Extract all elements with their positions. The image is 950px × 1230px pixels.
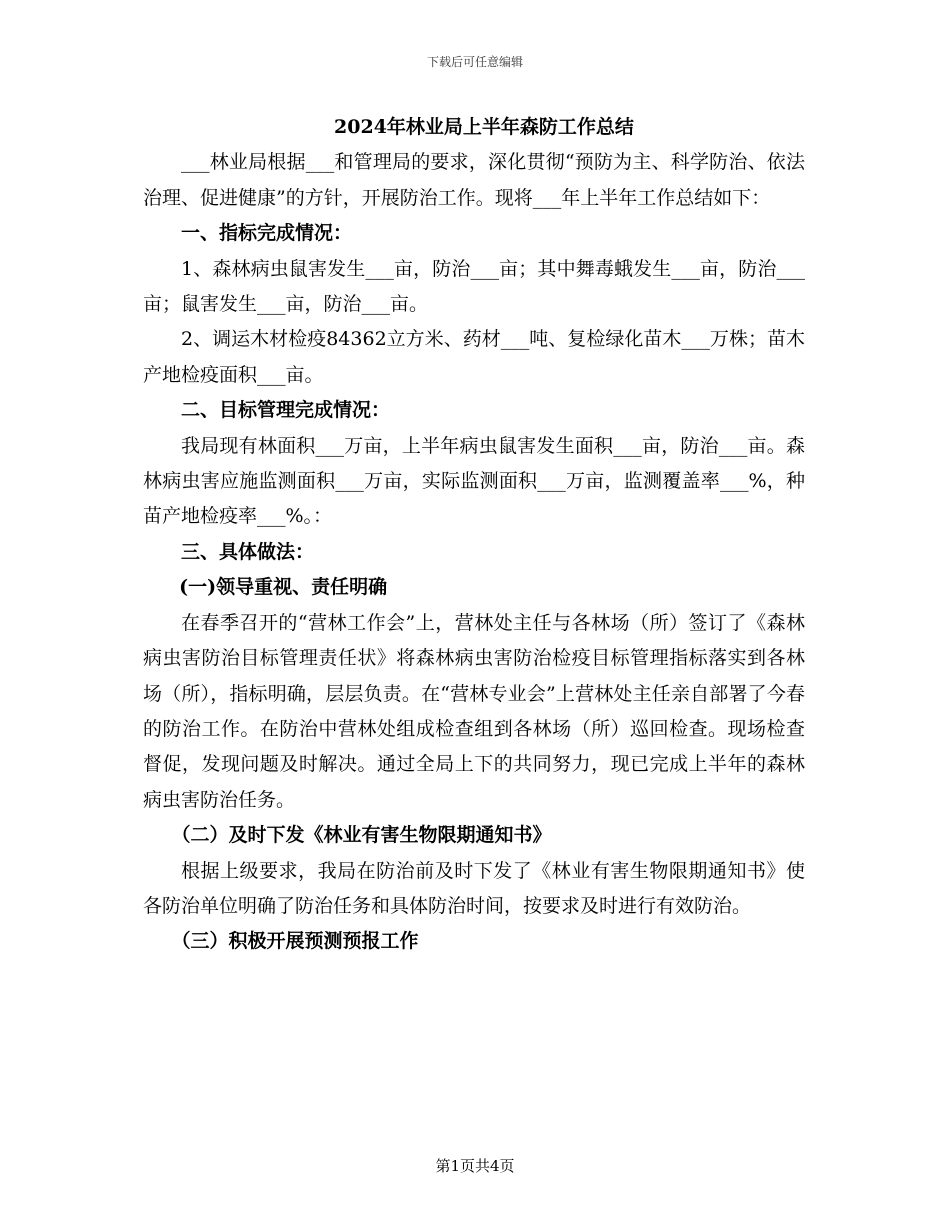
subsection2-heading: （二）及时下发《林业有害生物限期通知书》: [171, 824, 552, 847]
intro-paragraph: ___林业局根据___和管理局的要求，深化贯彻“预防为主、科学防治、依法治理、促进健康”的方针，开展防治工作。现将___年上半年工作总结如下：: [143, 151, 805, 209]
subsection2-paragraph: 根据上级要求，我局在防治前及时下发了《林业有害生物限期通知书》使各防治单位明确了防治任务和具体防治时间，按要求及时进行有效防治。: [143, 859, 805, 917]
document-body: [143, 110, 805, 960]
page-number-footer: 第1页共4页: [435, 1157, 515, 1175]
section1-paragraph-1: 1、森林病虫鼠害发生___亩，防治___亩；其中舞毒蛾发生___亩，防治___亩；鼠害发生___亩，防治___亩。: [143, 257, 805, 316]
section1-paragraph-2: 2、调运木材检疫84362立方米、药材___吨、复检绿化苗木___万株；苗木产地检疫面积___亩。: [143, 328, 805, 386]
subsection1-paragraph: 在春季召开的“营林工作会”上，营林处主任与各林场（所）签订了《森林病虫害防治目标管理责任状》将森林病虫害防治检疫目标管理指标落实到各林场（所），指标明确，层层负责。在“营林专业会”上营林处主任亲自部署了今春的防治工作。在防治中营林处组成检查组到各林场（所）巡回检查。现场检查督促，发现问题及时解决。通过全局上下的共同努力，现已完成上半年的森林病虫害防治任务。: [143, 611, 805, 811]
page-header-note: 下载后可任意编辑: [426, 55, 523, 69]
document-title: 2024年林业局上半年森防工作总结: [334, 116, 634, 138]
subsection1-heading: (一)领导重视、责任明确: [179, 576, 388, 599]
subsection3-heading: （三）积极开展预测预报工作: [171, 930, 419, 953]
section1-heading: 一、指标完成情况：: [181, 222, 353, 245]
section2-heading: 二、目标管理完成情况：: [181, 399, 391, 422]
section2-paragraph-1: 我局现有林面积___万亩，上半年病虫鼠害发生面积___亩，防治___亩。森林病虫害应施监测面积___万亩，实际监测面积___万亩，监测覆盖率___%，种苗产地检疫率___%。：: [143, 434, 805, 528]
section3-heading: 三、具体做法：: [181, 540, 315, 563]
